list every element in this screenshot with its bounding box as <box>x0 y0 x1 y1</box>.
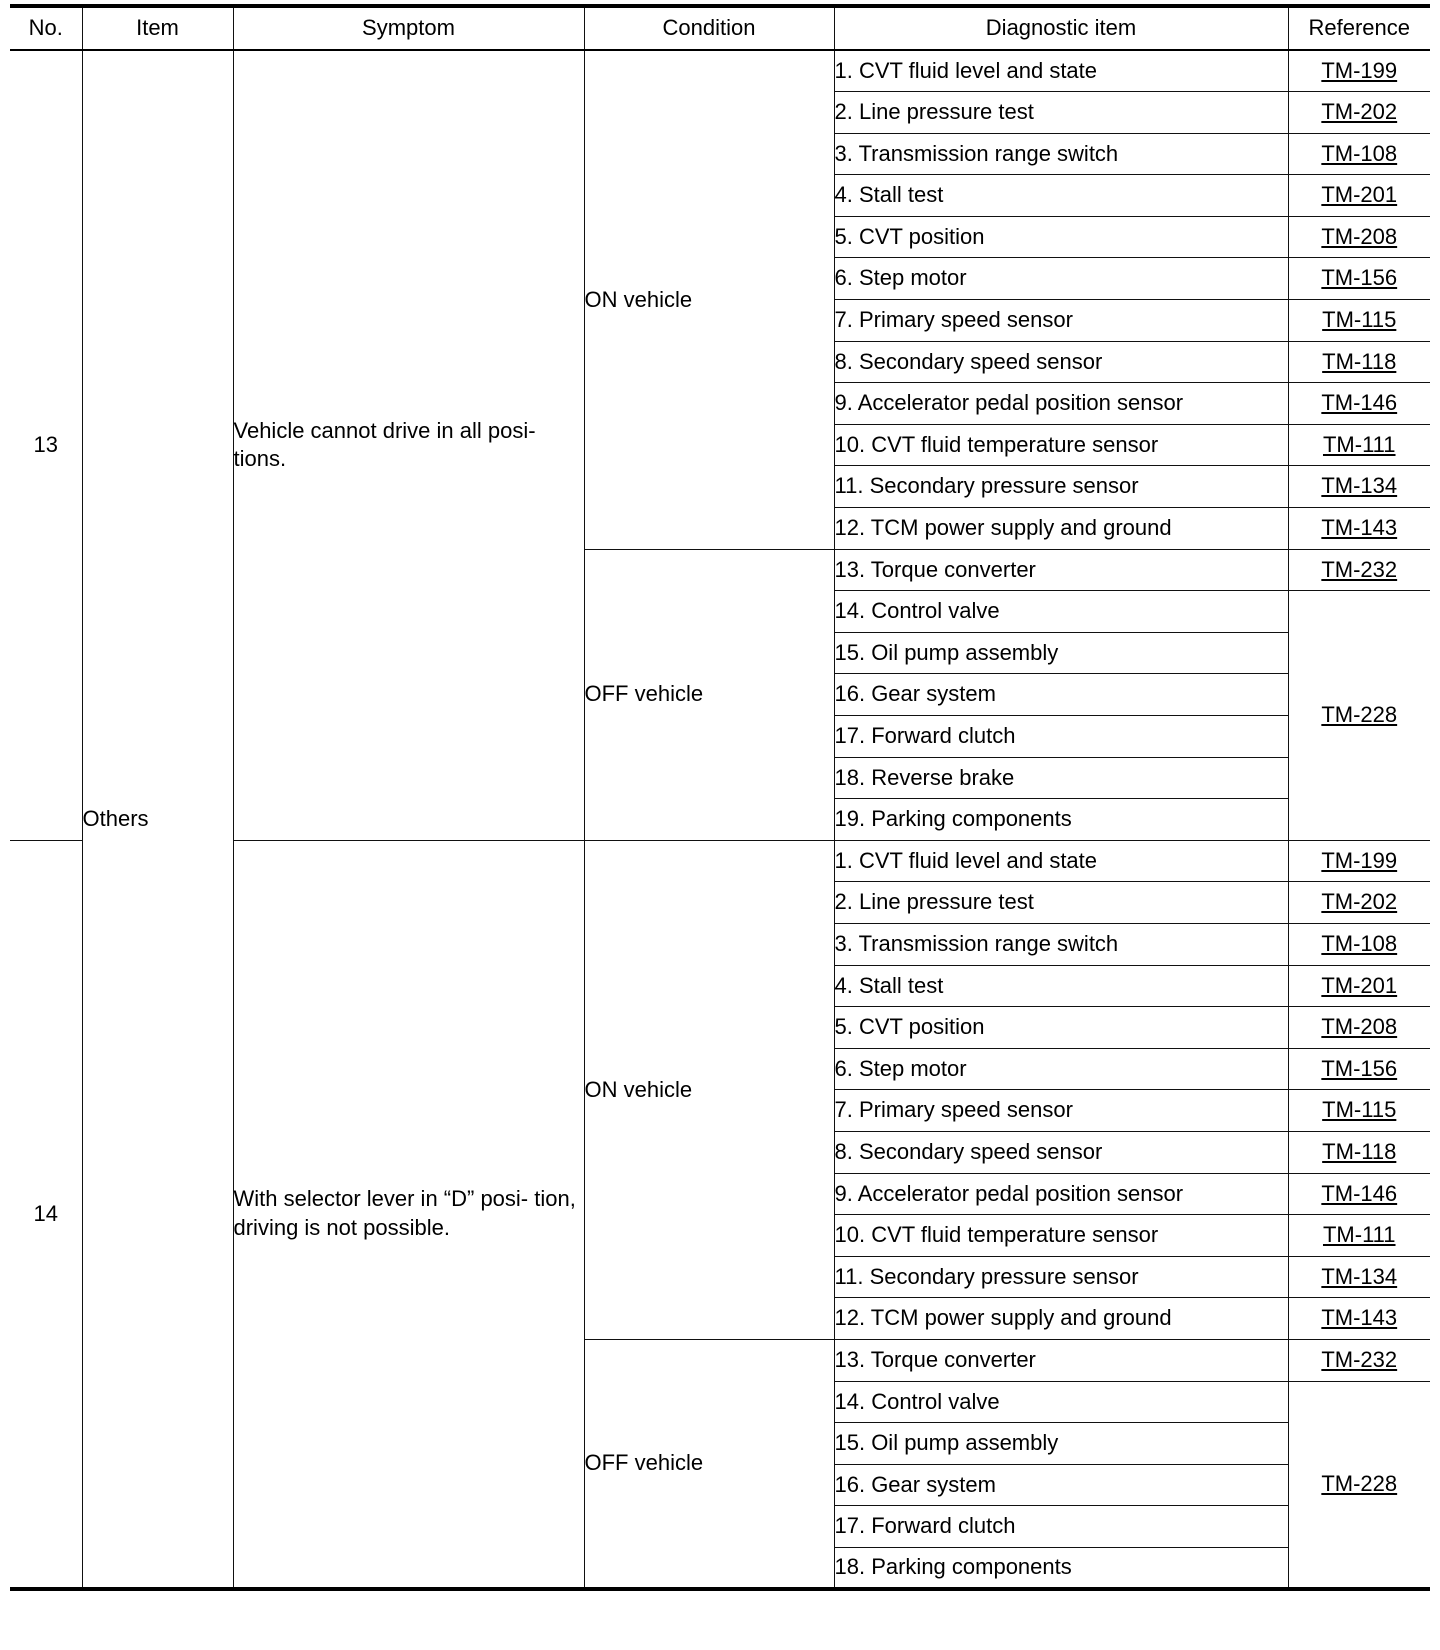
diagnostic-item-cell: 12. TCM power supply and ground <box>834 1298 1288 1340</box>
reference-link[interactable]: TM-156 <box>1288 1048 1430 1090</box>
diagnostic-item-cell: 18. Reverse brake <box>834 757 1288 799</box>
row-number: 13 <box>10 50 82 840</box>
reference-link[interactable]: TM-201 <box>1288 175 1430 217</box>
reference-link[interactable]: TM-108 <box>1288 923 1430 965</box>
diagnostic-item-cell: 13. Torque converter <box>834 1339 1288 1381</box>
header-diagnostic-item: Diagnostic item <box>834 6 1288 50</box>
item-category: Others <box>82 50 233 1589</box>
condition-cell: ON vehicle <box>584 840 834 1339</box>
diagnostic-item-cell: 3. Transmission range switch <box>834 133 1288 175</box>
diagnostic-item-cell: 10. CVT fluid temperature sensor <box>834 424 1288 466</box>
diagnostic-item-cell: 8. Secondary speed sensor <box>834 1131 1288 1173</box>
reference-link[interactable]: TM-134 <box>1288 466 1430 508</box>
diagnostic-item-cell: 11. Secondary pressure sensor <box>834 466 1288 508</box>
diagnostic-item-cell: 10. CVT fluid temperature sensor <box>834 1215 1288 1257</box>
reference-link[interactable]: TM-199 <box>1288 840 1430 882</box>
condition-cell: OFF vehicle <box>584 1339 834 1589</box>
reference-link[interactable]: TM-232 <box>1288 1339 1430 1381</box>
reference-link[interactable]: TM-232 <box>1288 549 1430 591</box>
row-number: 14 <box>10 840 82 1589</box>
reference-link[interactable]: TM-108 <box>1288 133 1430 175</box>
diagnostic-item-cell: 16. Gear system <box>834 674 1288 716</box>
header-reference: Reference <box>1288 6 1430 50</box>
reference-link[interactable]: TM-208 <box>1288 216 1430 258</box>
diagnostic-item-cell: 2. Line pressure test <box>834 92 1288 134</box>
diagnostic-item-cell: 12. TCM power supply and ground <box>834 508 1288 550</box>
header-condition: Condition <box>584 6 834 50</box>
reference-link[interactable]: TM-146 <box>1288 1173 1430 1215</box>
table-body <box>10 50 1430 1589</box>
diagnostic-item-cell: 11. Secondary pressure sensor <box>834 1256 1288 1298</box>
diagnostic-item-cell: 15. Oil pump assembly <box>834 1423 1288 1465</box>
diagnostic-item-cell: 13. Torque converter <box>834 549 1288 591</box>
reference-link[interactable]: TM-111 <box>1288 1215 1430 1257</box>
diagnostic-item-cell: 1. CVT fluid level and state <box>834 50 1288 92</box>
reference-link[interactable]: TM-115 <box>1288 300 1430 342</box>
reference-link[interactable]: TM-111 <box>1288 424 1430 466</box>
diagnostic-item-cell: 7. Primary speed sensor <box>834 300 1288 342</box>
diagnostic-item-cell: 9. Accelerator pedal position sensor <box>834 383 1288 425</box>
diagnostic-item-cell: 2. Line pressure test <box>834 882 1288 924</box>
symptom-cell: With selector lever in “D” posi- tion, driving is not possible. <box>233 840 584 1589</box>
diagnostic-item-cell: 14. Control valve <box>834 591 1288 633</box>
header-row <box>10 6 1430 50</box>
diagnosis-table <box>10 4 1430 1591</box>
diagnostic-item-cell: 6. Step motor <box>834 1048 1288 1090</box>
diagnostic-item-cell: 19. Parking components <box>834 799 1288 841</box>
diagnostic-item-cell: 4. Stall test <box>834 175 1288 217</box>
diagnostic-item-cell: 7. Primary speed sensor <box>834 1090 1288 1132</box>
diagnostic-item-cell: 8. Secondary speed sensor <box>834 341 1288 383</box>
reference-link[interactable]: TM-208 <box>1288 1007 1430 1049</box>
reference-link[interactable]: TM-146 <box>1288 383 1430 425</box>
diagnostic-item-cell: 15. Oil pump assembly <box>834 632 1288 674</box>
diagnostic-item-cell: 5. CVT position <box>834 1007 1288 1049</box>
condition-cell: OFF vehicle <box>584 549 834 840</box>
reference-link[interactable]: TM-118 <box>1288 341 1430 383</box>
reference-link[interactable]: TM-228 <box>1288 1381 1430 1589</box>
symptom-cell: Vehicle cannot drive in all posi- tions. <box>233 50 584 840</box>
reference-link[interactable]: TM-199 <box>1288 50 1430 92</box>
reference-link[interactable]: TM-156 <box>1288 258 1430 300</box>
header-item: Item <box>82 6 233 50</box>
diagnostic-item-cell: 16. Gear system <box>834 1464 1288 1506</box>
table-row <box>10 50 1430 92</box>
reference-link[interactable]: TM-143 <box>1288 1298 1430 1340</box>
reference-link[interactable]: TM-202 <box>1288 882 1430 924</box>
reference-link[interactable]: TM-201 <box>1288 965 1430 1007</box>
reference-link[interactable]: TM-134 <box>1288 1256 1430 1298</box>
header-no: No. <box>10 6 82 50</box>
diagnostic-item-cell: 18. Parking components <box>834 1547 1288 1589</box>
diagnostic-item-cell: 5. CVT position <box>834 216 1288 258</box>
diagnostic-item-cell: 6. Step motor <box>834 258 1288 300</box>
diagnostic-item-cell: 17. Forward clutch <box>834 1506 1288 1548</box>
diagnostic-item-cell: 3. Transmission range switch <box>834 923 1288 965</box>
reference-link[interactable]: TM-115 <box>1288 1090 1430 1132</box>
diagnostic-item-cell: 9. Accelerator pedal position sensor <box>834 1173 1288 1215</box>
diagnostic-item-cell: 4. Stall test <box>834 965 1288 1007</box>
reference-link[interactable]: TM-202 <box>1288 92 1430 134</box>
header-symptom: Symptom <box>233 6 584 50</box>
diagnostic-item-cell: 17. Forward clutch <box>834 716 1288 758</box>
reference-link[interactable]: TM-143 <box>1288 508 1430 550</box>
diagnostic-item-cell: 1. CVT fluid level and state <box>834 840 1288 882</box>
reference-link[interactable]: TM-228 <box>1288 591 1430 841</box>
reference-link[interactable]: TM-118 <box>1288 1131 1430 1173</box>
condition-cell: ON vehicle <box>584 50 834 549</box>
diagnostic-item-cell: 14. Control valve <box>834 1381 1288 1423</box>
